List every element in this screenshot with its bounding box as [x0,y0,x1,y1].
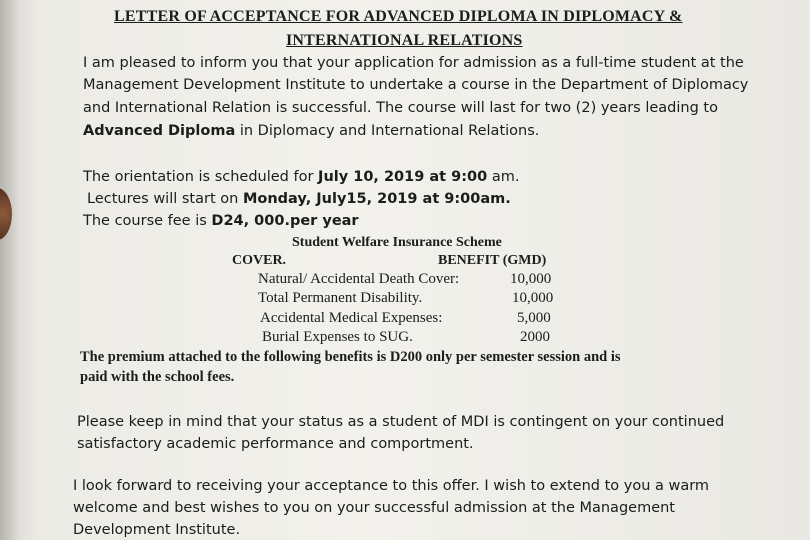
intro-rest: in Diplomacy and International Relations. [235,123,540,139]
cover-row-2: Total Permanent Disability. [258,290,423,306]
cover-row-1: Natural/ Accidental Death Cover: [258,271,460,287]
closing-line-2: welcome and best wishes to you on your successful admission at the Management [73,500,675,516]
closing-line-1: I look forward to receiving your acceptance to this offer. I wish to extend to you a warm [73,478,710,494]
title-line-2: INTERNATIONAL RELATIONS [286,32,523,49]
lectures-prefix: Lectures will start on [87,191,243,207]
orientation-prefix: The orientation is scheduled for [83,169,319,185]
lectures-value: Monday, July15, 2019 at 9:00am. [242,191,511,207]
status-line-1: Please keep in mind that your status as a student of MDI is contingent on your continued [77,414,725,430]
benefit-row-2: 10,000 [512,290,554,306]
closing-line-3: Development Institute. [73,522,241,538]
premium-line-2: paid with the school fees. [80,369,235,385]
benefit-row-1: 10,000 [510,271,552,287]
page-edge-shadow [0,0,20,540]
orientation-suffix: am. [487,169,520,185]
benefit-row-4: 2000 [520,329,550,345]
orientation-value: July 10, 2019 at 9:00 [318,169,488,185]
orientation-line [83,169,519,185]
status-line-2: satisfactory academic performance and comportment. [77,436,474,452]
lectures-line [87,191,511,207]
intro-line-3: and International Relation is successful. The course will last for two (2) years leading to [83,100,718,116]
benefit-header: BENEFIT (GMD) [438,253,547,268]
intro-line-1: I am pleased to inform you that your application for admission as a full-time student at the [83,55,744,71]
intro-line-2: Management Development Institute to undertake a course in the Department of Diplomacy [83,77,749,93]
intro-line-4 [83,123,539,139]
cover-row-3: Accidental Medical Expenses: [260,310,443,326]
cover-row-4: Burial Expenses to SUG. [262,329,413,345]
title-line-1: LETTER OF ACCEPTANCE FOR ADVANCED DIPLOMA IN DIPLOMACY & [114,8,683,25]
fee-value: D24, 000.per year [211,213,359,229]
intro-bold: Advanced Diploma [83,123,236,139]
fee-line [83,213,359,229]
cover-header: COVER. [232,253,287,268]
insurance-title: Student Welfare Insurance Scheme [292,235,502,250]
fee-prefix: The course fee is [83,213,212,229]
benefit-row-3: 5,000 [517,310,551,326]
premium-line-1: The premium attached to the following benefits is D200 only per semester session and is [80,349,621,365]
